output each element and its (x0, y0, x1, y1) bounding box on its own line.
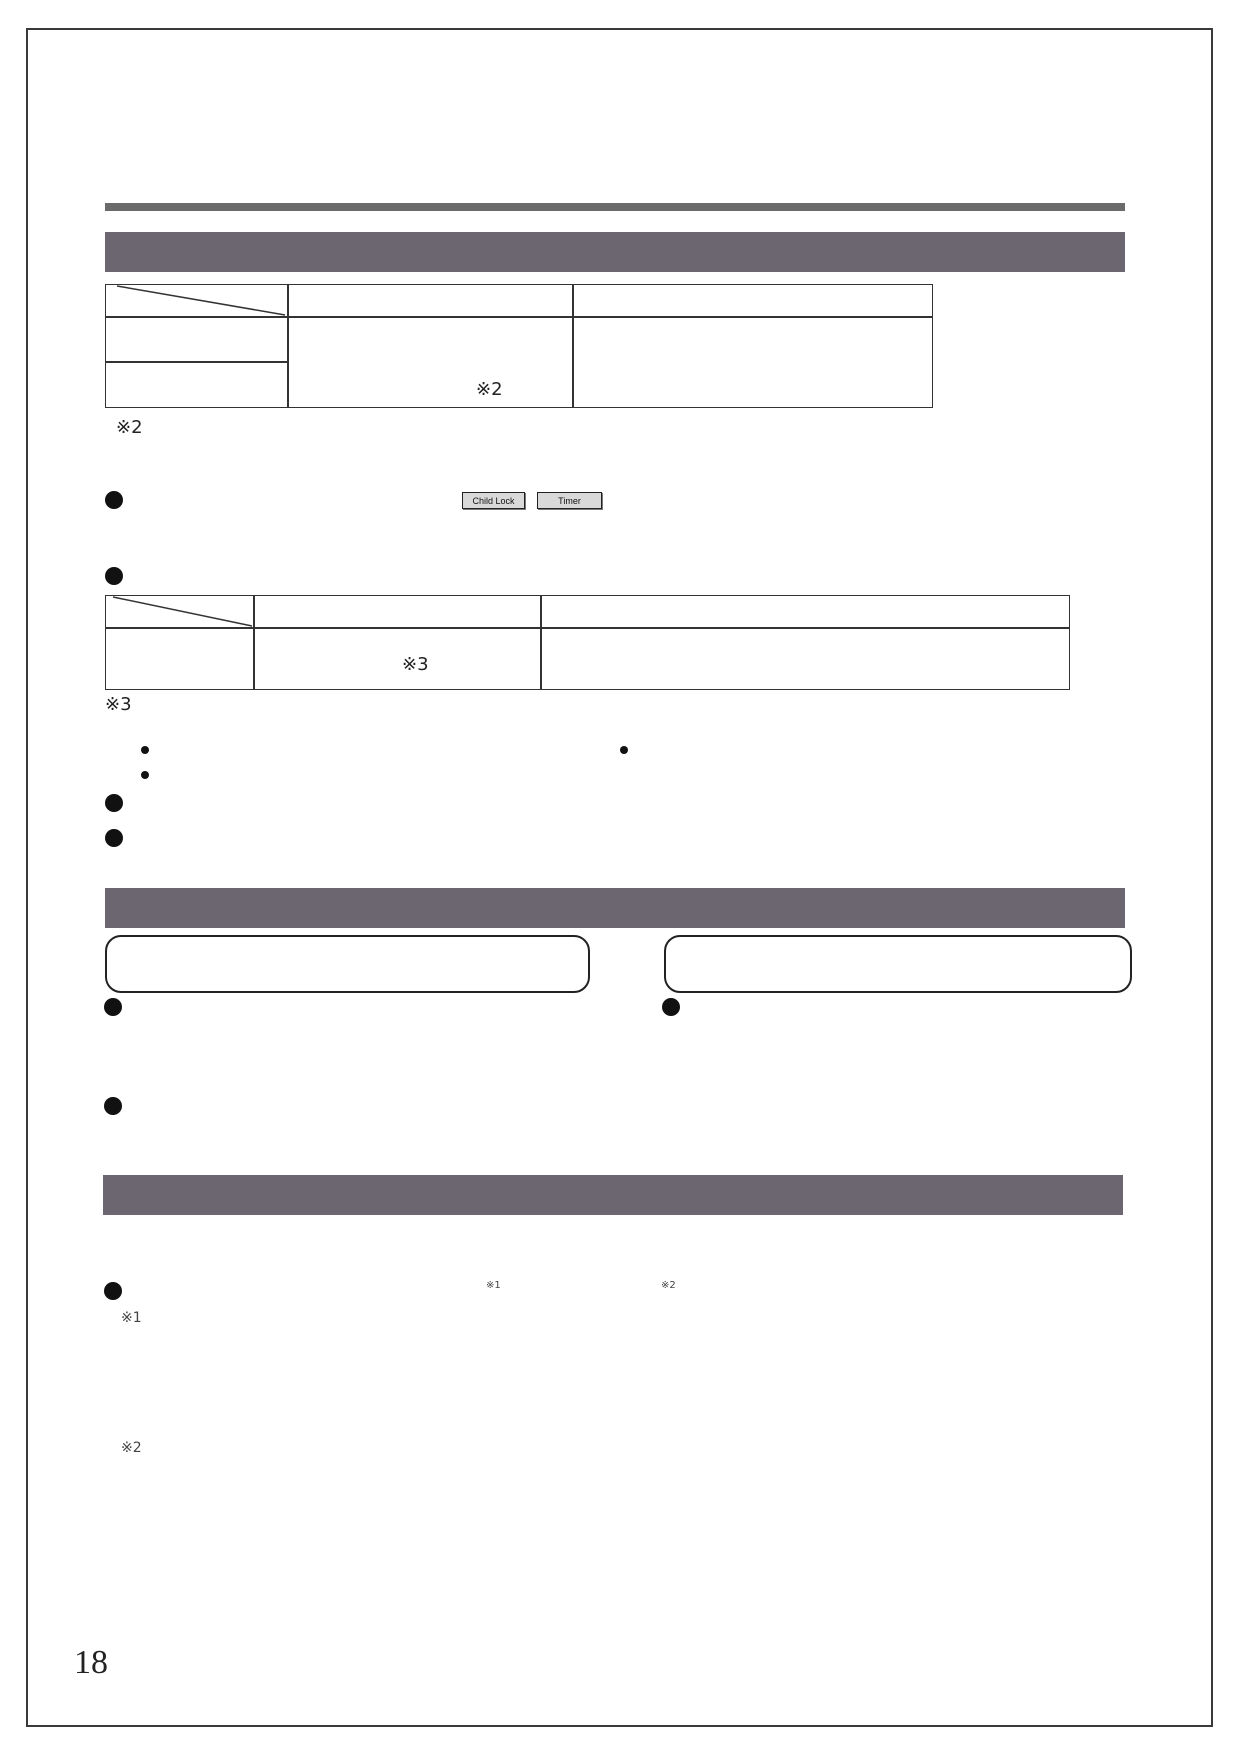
table2-footnote-mark: ※3 (105, 694, 132, 715)
sub-bullet-dot (141, 746, 149, 754)
sub-bullet-dot (141, 771, 149, 779)
table2-divider-col2 (540, 595, 542, 690)
bullet-dot (104, 1097, 122, 1115)
sub-bullet-dot (620, 746, 628, 754)
table1-diagonal-header (105, 284, 288, 317)
section-header-band-2 (105, 888, 1125, 928)
table2-cell-mark: ※3 (402, 654, 429, 675)
section-header-band-1 (105, 232, 1125, 272)
inline-footnote-ref-2: ※2 (661, 1280, 676, 1291)
subsection-title-box-right (664, 935, 1132, 993)
table2-diagonal-header (105, 595, 254, 628)
child-lock-button[interactable]: Child Lock (462, 492, 525, 509)
bullet-dot (105, 567, 123, 585)
table1-footnote-mark: ※2 (116, 417, 143, 438)
table1-cell-mark: ※2 (476, 379, 503, 400)
section-header-band-3 (103, 1175, 1123, 1215)
page-number: 18 (74, 1644, 108, 1681)
timer-button[interactable]: Timer (537, 492, 602, 509)
top-rule (105, 203, 1125, 211)
table1-divider-col2 (572, 284, 574, 408)
bullet-dot (662, 998, 680, 1016)
subsection-title-box-left (105, 935, 590, 993)
bullet-dot (105, 794, 123, 812)
bullet-dot (104, 998, 122, 1016)
bullet-dot (105, 491, 123, 509)
inline-footnote-ref-1: ※1 (486, 1280, 501, 1291)
table1-row-line (105, 361, 288, 363)
page-frame (26, 28, 1213, 1727)
footnote-mark-1: ※1 (121, 1310, 142, 1326)
bullet-dot (104, 1282, 122, 1300)
footnote-mark-2: ※2 (121, 1440, 142, 1456)
bullet-dot (105, 829, 123, 847)
